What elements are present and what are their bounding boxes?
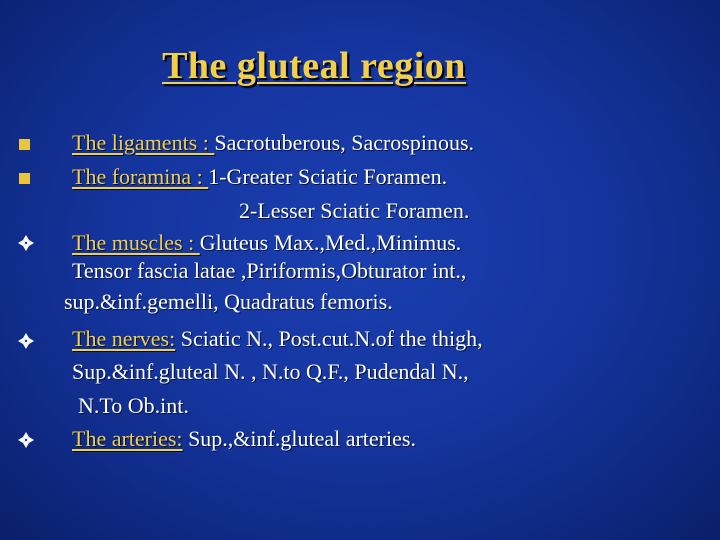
foramina-continuation xyxy=(239,198,469,224)
list-item-nerves xyxy=(72,326,483,352)
muscles-continuation-1 xyxy=(72,258,466,284)
list-item-foramina xyxy=(72,164,447,190)
nerves-continuation-1 xyxy=(72,359,469,385)
list-item-ligaments xyxy=(72,130,474,156)
nerves-cont1-text: Sup.&inf.gluteal N. , N.to Q.F., Pudendal N., xyxy=(72,359,469,384)
square-bullet-icon xyxy=(19,173,30,184)
nerves-cont2-text: N.To Ob.int. xyxy=(78,393,189,418)
foramina-cont-text: 2-Lesser Sciatic Foramen. xyxy=(239,198,470,223)
arteries-label: The arteries: xyxy=(72,426,183,451)
arteries-text: Sup.,&inf.gluteal arteries. xyxy=(182,426,416,451)
diamond-bullet-icon xyxy=(18,333,34,349)
foramina-label: The foramina : xyxy=(72,164,209,189)
muscles-text: Gluteus Max.,Med.,Minimus. xyxy=(199,230,462,255)
muscles-label: The muscles : xyxy=(72,230,200,255)
muscles-cont2-text: sup.&inf.gemelli, Quadratus femoris. xyxy=(64,289,393,314)
nerves-text: Sciatic N., Post.cut.N.of the thigh, xyxy=(175,326,483,351)
diamond-bullet-icon xyxy=(18,432,34,448)
ligaments-label: The ligaments : xyxy=(72,130,215,155)
list-item-muscles xyxy=(72,230,461,256)
slide-title: The gluteal region xyxy=(162,45,466,87)
foramina-text: 1-Greater Sciatic Foramen. xyxy=(208,164,448,189)
square-bullet-icon xyxy=(19,139,30,150)
ligaments-text: Sacrotuberous, Sacrospinous. xyxy=(214,130,475,155)
diamond-bullet-icon xyxy=(18,235,34,251)
muscles-cont1-text: Tensor fascia latae ,Piriformis,Obturator int., xyxy=(72,258,467,283)
muscles-continuation-2 xyxy=(64,289,393,315)
nerves-label: The nerves: xyxy=(72,326,176,351)
nerves-continuation-2 xyxy=(78,393,189,419)
list-item-arteries xyxy=(72,426,416,452)
